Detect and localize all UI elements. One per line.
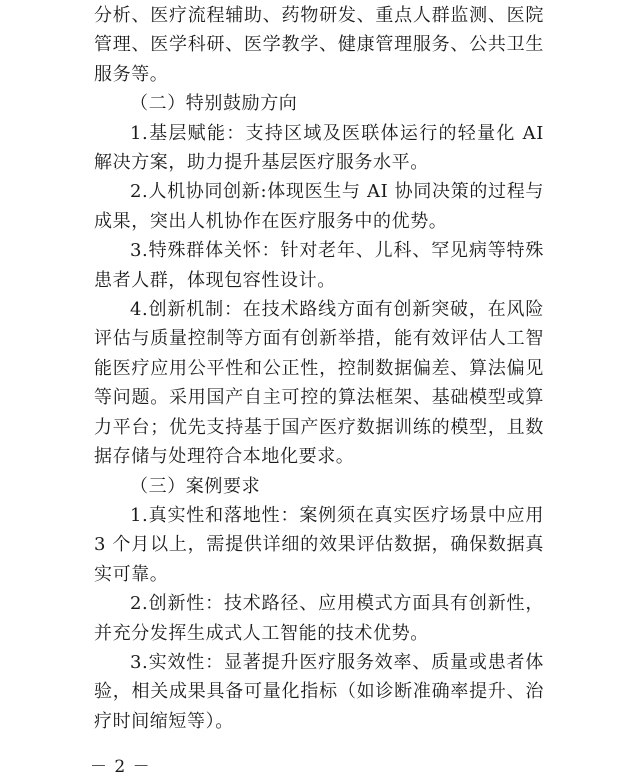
- list-item: 1.基层赋能：支持区域及医联体运行的轻量化 AI 解决方案，助力提升基层医疗服务水平。: [94, 122, 544, 174]
- document-body: [94, 1, 544, 736]
- list-item: 4.创新机制：在技术路线方面有创新突破，在风险评估与质量控制等方面有创新举措，能有效评估人工智能医疗应用公平性和公正性，控制数据偏差、算法偏见等问题。采用国产自主可控的算法框架、基础模型或算力平台；优先支持基于国产医疗数据训练的模型，且数据存储与处理符合本地化要求。: [94, 299, 544, 468]
- list-item: 3.特殊群体关怀：针对老年、儿科、罕见病等特殊患者人群，体现包容性设计。: [94, 240, 544, 291]
- list-item: 2.创新性：技术路径、应用模式方面具有创新性，并充分发挥生成式人工智能的技术优势。: [94, 593, 544, 644]
- paragraph-continuation: 分析、医疗流程辅助、药物研发、重点人群监测、医院管理、医学科研、医学教学、健康管理服务、公共卫生服务等。: [94, 5, 544, 85]
- section-heading-special-encouragement: （二）特别鼓励方向: [130, 93, 298, 115]
- section-heading-case-requirements: （三）案例要求: [130, 475, 261, 497]
- list-item: 1.真实性和落地性：案例须在真实医疗场景中应用 3 个月以上，需提供详细的效果评估数据，确保数据真实可靠。: [94, 504, 544, 585]
- page-number: － 2 －: [90, 757, 151, 777]
- list-item: 2.人机协同创新:体现医生与 AI 协同决策的过程与成果，突出人机协作在医疗服务中的优势。: [94, 181, 544, 232]
- list-item: 3.实效性：显著提升医疗服务效率、质量或患者体验，相关成果具备可量化指标（如诊断准确率提升、治疗时间缩短等）。: [94, 651, 544, 732]
